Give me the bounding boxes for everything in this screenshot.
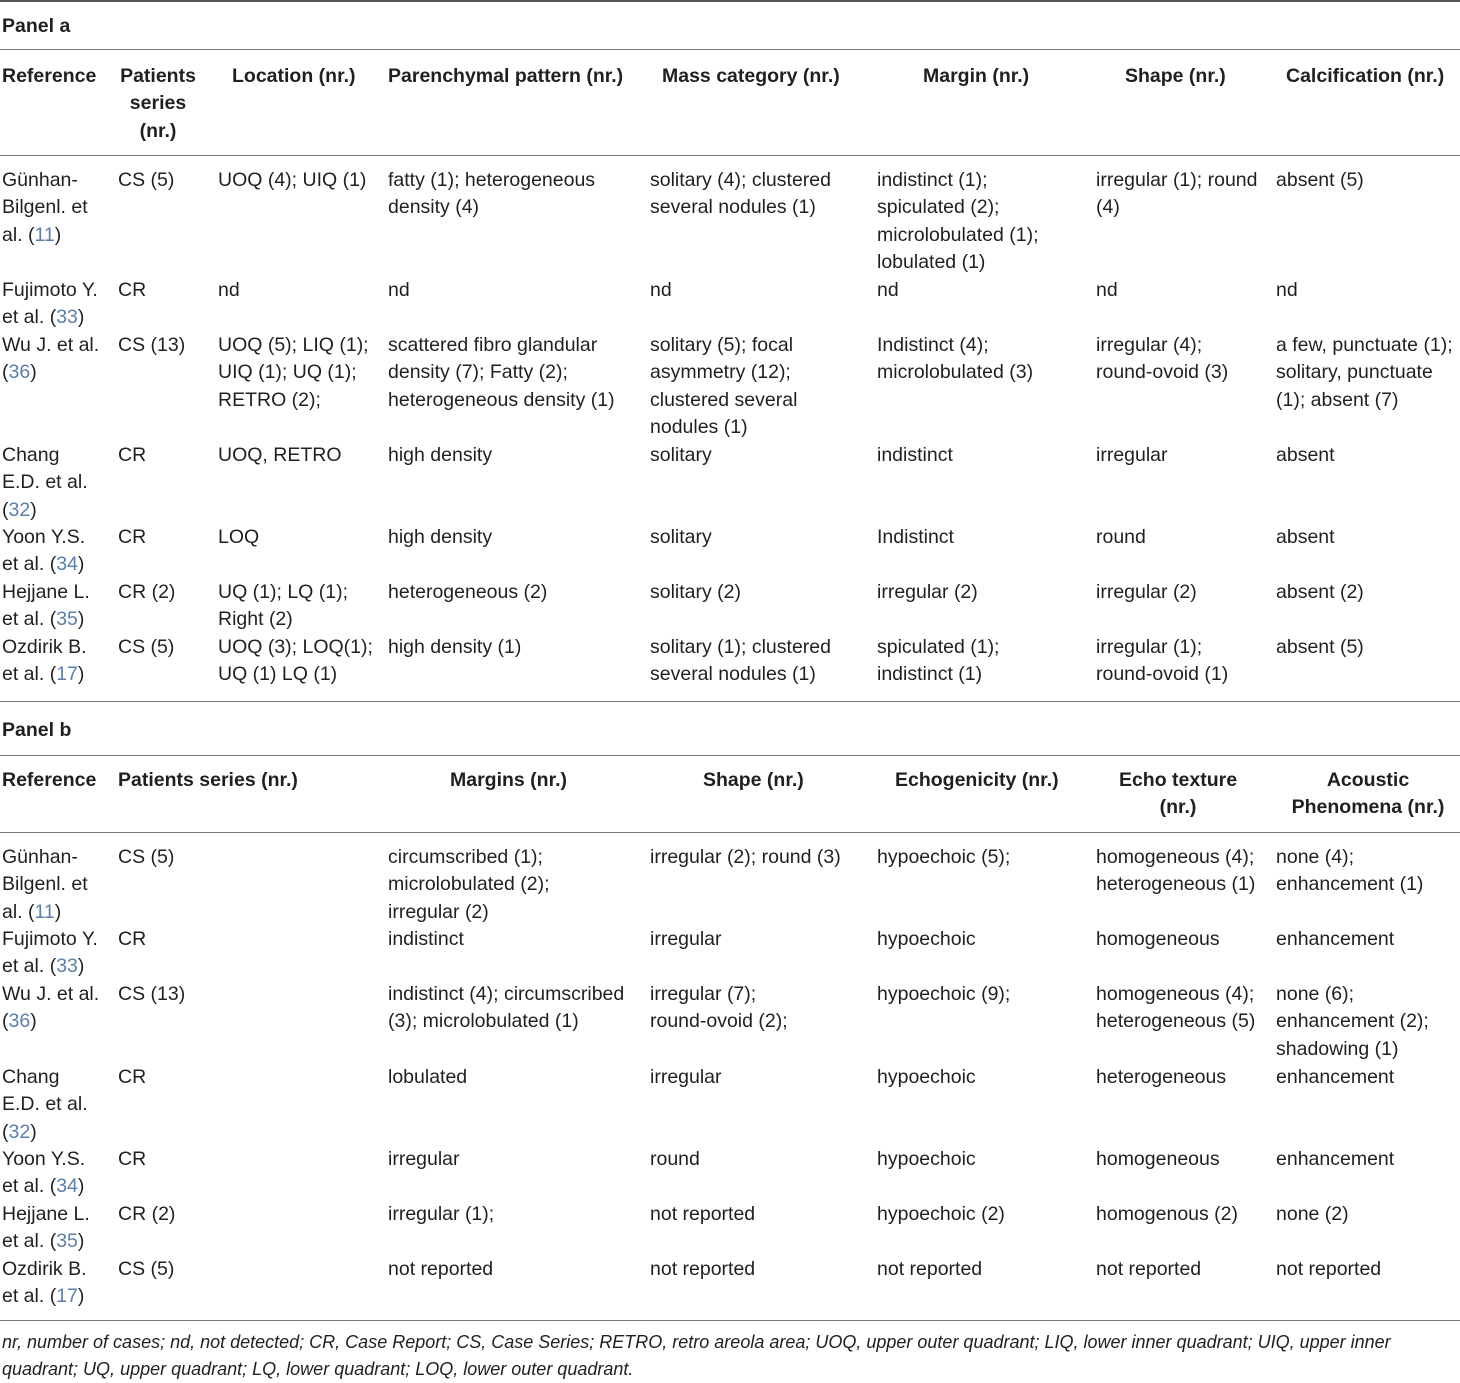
- panel-a-mass-cell: solitary (1); clustered several nodules (1): [650, 636, 831, 686]
- panel-a-row-reference: Wu J. et al. (36): [2, 334, 100, 384]
- panel-b-patients-cell: CR: [118, 928, 147, 950]
- panel-b-margins-cell: irregular: [388, 1148, 460, 1170]
- reference-number-link[interactable]: 33: [56, 306, 78, 329]
- header-acoustic-phenomena: Acoustic Phenomena (nr.): [1291, 769, 1445, 819]
- panel-a-margin-cell: indistinct: [877, 444, 953, 466]
- panel-b-echogenicity-cell: hypoechoic: [877, 928, 976, 950]
- reference-number-link[interactable]: 35: [56, 1230, 78, 1253]
- header-parenchymal-pattern: Parenchymal pattern (nr.): [388, 65, 624, 87]
- header-mass-category: Mass category (nr.): [662, 65, 840, 87]
- panel-a-calcification-cell: absent: [1276, 526, 1335, 548]
- panel-b-echogenicity-cell: not reported: [877, 1258, 983, 1280]
- panel-b-shape-cell: round: [650, 1148, 700, 1170]
- reference-number-link[interactable]: 32: [8, 498, 31, 521]
- panel-a-row-reference: Günhan- Bilgenl. et al. (11): [2, 169, 88, 246]
- panel-a-parenchymal-cell: nd: [388, 279, 410, 301]
- panel-b-patients-cell: CR: [118, 1066, 147, 1088]
- panel-a-row-reference: Hejjane L. et al. (35): [2, 581, 90, 631]
- reference-number-link[interactable]: 32: [8, 1120, 31, 1143]
- panel-a-mass-cell: solitary (5); focal asymmetry (12); clustered several nodules (1): [650, 334, 798, 439]
- header-echo-texture: Echo texture (nr.): [1118, 769, 1238, 819]
- panel-b-title: Panel b: [2, 719, 72, 741]
- panel-a-parenchymal-cell: high density: [388, 444, 493, 466]
- panel-b-echogenicity-cell: hypoechoic (2): [877, 1203, 1005, 1225]
- header-location: Location (nr.): [232, 65, 356, 87]
- panel-b-row-reference: Fujimoto Y. et al. (33): [2, 928, 98, 978]
- panel-a-margin-cell: spiculated (1); indistinct (1): [877, 636, 1000, 686]
- header-reference: Reference: [2, 65, 97, 87]
- reference-number-link[interactable]: 17: [56, 663, 78, 686]
- bottom-rule: [0, 1320, 1460, 1321]
- panel-b-shape-cell: not reported: [650, 1203, 756, 1225]
- panel-a-shape-cell: irregular: [1096, 444, 1168, 466]
- panel-b-margins-cell: not reported: [388, 1258, 494, 1280]
- panel-b-margins-cell: circumscribed (1); microlobulated (2); irregular (2): [388, 846, 550, 923]
- panel-b-acoustic-cell: none (6); enhancement (2); shadowing (1): [1276, 983, 1429, 1060]
- reference-number-link[interactable]: 17: [56, 1285, 78, 1308]
- reference-number-link[interactable]: 36: [8, 361, 31, 384]
- panel-a-location-cell: nd: [218, 279, 240, 301]
- panel-a-parenchymal-cell: scattered fibro glandular density (7); Fatty (2); heterogeneous density (1): [388, 334, 615, 411]
- reference-number-link[interactable]: 33: [56, 955, 78, 978]
- header-calcification: Calcification (nr.): [1286, 65, 1445, 87]
- panel-b-title-rule: [0, 755, 1460, 756]
- panel-a-patients-cell: CS (5): [118, 169, 175, 191]
- panel-a-margin-cell: indistinct (1); spiculated (2); microlobulated (1); lobulated (1): [877, 169, 1039, 274]
- header-echogenicity: Echogenicity (nr.): [895, 769, 1059, 791]
- panel-b-acoustic-cell: enhancement: [1276, 1148, 1395, 1170]
- panel-b-patients-cell: CS (5): [118, 846, 175, 868]
- panel-a-calcification-cell: absent (5): [1276, 169, 1364, 191]
- panel-a-mass-cell: solitary (4); clustered several nodules (1): [650, 169, 831, 219]
- panel-a-mass-cell: solitary: [650, 526, 712, 548]
- panel-a-shape-cell: irregular (1); round (4): [1096, 169, 1258, 219]
- panel-b-echo-texture-cell: not reported: [1096, 1258, 1202, 1280]
- panel-a-row-reference: Ozdirik B. et al. (17): [2, 636, 87, 686]
- panel-b-shape-cell: irregular (7); round-ovoid (2);: [650, 983, 788, 1033]
- panel-b-acoustic-cell: none (4); enhancement (1): [1276, 846, 1424, 896]
- panel-a-parenchymal-cell: heterogeneous (2): [388, 581, 548, 603]
- panel-a-row-reference: Fujimoto Y. et al. (33): [2, 279, 98, 329]
- panel-b-row-reference: Günhan- Bilgenl. et al. (11): [2, 846, 88, 923]
- panel-a-shape-cell: irregular (2): [1096, 581, 1197, 603]
- panel-b-patients-cell: CR (2): [118, 1203, 176, 1225]
- reference-number-link[interactable]: 36: [8, 1010, 31, 1033]
- panel-b-acoustic-cell: not reported: [1276, 1258, 1382, 1280]
- panel-a-shape-cell: nd: [1096, 279, 1118, 301]
- panel-a-patients-cell: CR (2): [118, 581, 176, 603]
- panel-b-margins-cell: lobulated: [388, 1066, 468, 1088]
- panel-a-parenchymal-cell: fatty (1); heterogeneous density (4): [388, 169, 596, 219]
- table-footnote: nr, number of cases; nd, not detected; CR, Case Report; CS, Case Series; RETRO, retro areola area; UOQ, upper outer quadrant; LIQ, lower inner quadrant; UIQ, upper inner quadrant; UQ, upper quadrant; LQ, lower quadrant; LOQ, lower outer quadrant.: [2, 1332, 1391, 1379]
- panel-b-echo-texture-cell: homogeneous: [1096, 928, 1220, 950]
- reference-number-link[interactable]: 11: [34, 223, 55, 246]
- panel-a-row-reference: Yoon Y.S. et al. (34): [2, 526, 86, 576]
- panel-a-margin-cell: Indistinct (4); microlobulated (3): [877, 334, 1034, 384]
- panel-b-echogenicity-cell: hypoechoic (9);: [877, 983, 1011, 1005]
- panel-a-mass-cell: solitary: [650, 444, 712, 466]
- panel-b-echogenicity-cell: hypoechoic (5);: [877, 846, 1011, 868]
- panel-a-location-cell: UOQ (5); LIQ (1); UIQ (1); UQ (1); RETRO (2);: [218, 334, 369, 411]
- panel-a-shape-cell: irregular (4); round-ovoid (3): [1096, 334, 1229, 384]
- panel-b-row-reference: Wu J. et al. (36): [2, 983, 100, 1033]
- panel-a-location-cell: UOQ (3); LOQ(1); UQ (1) LQ (1): [218, 636, 373, 686]
- panel-a-parenchymal-cell: high density: [388, 526, 493, 548]
- panel-b-patients-cell: CR: [118, 1148, 147, 1170]
- header-margin: Margin (nr.): [923, 65, 1030, 87]
- panel-a-patients-cell: CR: [118, 526, 147, 548]
- reference-number-link[interactable]: 34: [56, 553, 78, 576]
- header-patients-series: Patients series (nr.): [120, 65, 196, 142]
- panel-b-patients-cell: CS (5): [118, 1258, 175, 1280]
- header-shape: Shape (nr.): [1125, 65, 1226, 87]
- top-rule: [0, 0, 1460, 2]
- header-patients-series: Patients series (nr.): [118, 769, 298, 791]
- panel-b-row-reference: Ozdirik B. et al. (17): [2, 1258, 87, 1308]
- panel-b-header-rule: [0, 832, 1460, 833]
- panel-a-patients-cell: CR: [118, 279, 147, 301]
- panel-a-margin-cell: Indistinct: [877, 526, 954, 548]
- panel-a-margin-cell: nd: [877, 279, 899, 301]
- panel-a-patients-cell: CS (13): [118, 334, 186, 356]
- panel-b-echogenicity-cell: hypoechoic: [877, 1148, 976, 1170]
- panel-a-mass-cell: nd: [650, 279, 672, 301]
- panel-a-patients-cell: CS (5): [118, 636, 175, 658]
- panel-a-shape-cell: round: [1096, 526, 1146, 548]
- panel-b-margins-cell: indistinct (4); circumscribed (3); microlobulated (1): [388, 983, 625, 1033]
- header-reference: Reference: [2, 769, 97, 791]
- panel-b-echo-texture-cell: homogeneous (4); heterogeneous (5): [1096, 983, 1256, 1033]
- panel-a-shape-cell: irregular (1); round-ovoid (1): [1096, 636, 1229, 686]
- panel-b-row-reference: Yoon Y.S. et al. (34): [2, 1148, 86, 1198]
- panel-b-row-reference: Chang E.D. et al. (32): [2, 1066, 88, 1143]
- panel-a-margin-cell: irregular (2): [877, 581, 978, 603]
- panel-b-echo-texture-cell: homogeneous (4); heterogeneous (1): [1096, 846, 1256, 896]
- panel-a-calcification-cell: absent (5): [1276, 636, 1364, 658]
- panel-b-acoustic-cell: enhancement: [1276, 1066, 1395, 1088]
- reference-number-link[interactable]: 11: [34, 900, 55, 923]
- panel-b-patients-cell: CS (13): [118, 983, 186, 1005]
- panel-b-shape-cell: not reported: [650, 1258, 756, 1280]
- reference-number-link[interactable]: 35: [56, 608, 78, 631]
- panel-a-calcification-cell: absent: [1276, 444, 1335, 466]
- reference-number-link[interactable]: 34: [56, 1175, 78, 1198]
- panel-a-location-cell: UOQ, RETRO: [218, 444, 342, 466]
- panel-a-calcification-cell: nd: [1276, 279, 1298, 301]
- panel-b-margins-cell: irregular (1);: [388, 1203, 495, 1225]
- panel-a-title-rule: [0, 49, 1460, 50]
- panel-b-echogenicity-cell: hypoechoic: [877, 1066, 976, 1088]
- panel-a-location-cell: LOQ: [218, 526, 260, 548]
- header-shape: Shape (nr.): [703, 769, 804, 791]
- panel-b-margins-cell: indistinct: [388, 928, 464, 950]
- panel-b-shape-cell: irregular (2); round (3): [650, 846, 841, 868]
- panel-b-echo-texture-cell: homogenous (2): [1096, 1203, 1239, 1225]
- panel-b-acoustic-cell: none (2): [1276, 1203, 1349, 1225]
- panel-a-calcification-cell: absent (2): [1276, 581, 1364, 603]
- panel-b-echo-texture-cell: homogeneous: [1096, 1148, 1220, 1170]
- panel-divider-rule: [0, 701, 1460, 702]
- header-margins: Margins (nr.): [450, 769, 568, 791]
- panel-a-row-reference: Chang E.D. et al. (32): [2, 444, 88, 521]
- panel-a-location-cell: UQ (1); LQ (1); Right (2): [218, 581, 349, 631]
- panel-a-header-rule: [0, 155, 1460, 156]
- panel-a-patients-cell: CR: [118, 444, 147, 466]
- panel-b-shape-cell: irregular: [650, 928, 722, 950]
- panel-a-location-cell: UOQ (4); UIQ (1): [218, 169, 367, 191]
- panel-a-calcification-cell: a few, punctuate (1); solitary, punctuate (1); absent (7): [1276, 334, 1453, 411]
- panel-b-echo-texture-cell: heterogeneous: [1096, 1066, 1227, 1088]
- panel-a-title: Panel a: [2, 15, 71, 37]
- panel-b-row-reference: Hejjane L. et al. (35): [2, 1203, 90, 1253]
- panel-a-mass-cell: solitary (2): [650, 581, 742, 603]
- panel-b-acoustic-cell: enhancement: [1276, 928, 1395, 950]
- panel-a-parenchymal-cell: high density (1): [388, 636, 522, 658]
- panel-b-shape-cell: irregular: [650, 1066, 722, 1088]
